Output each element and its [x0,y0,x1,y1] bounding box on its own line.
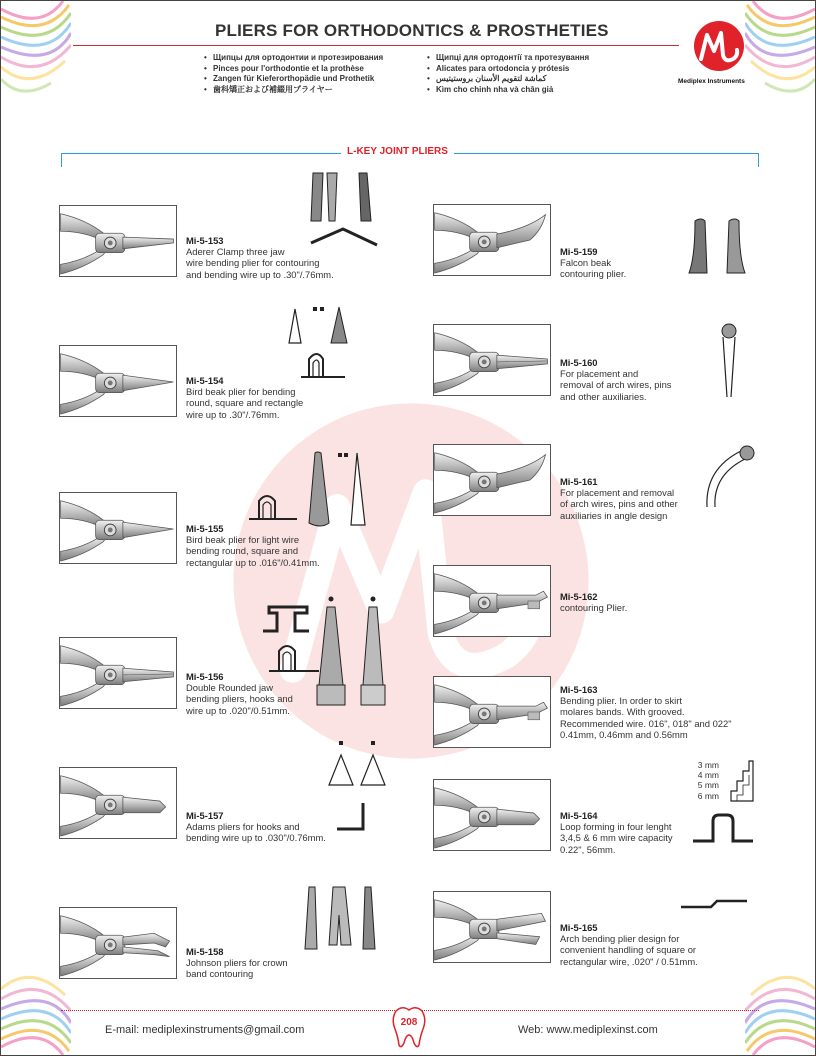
product-code: Mi-5-161 [560,476,598,487]
page-number: 208 [400,1017,418,1028]
page-title: PLIERS FOR ORTHODONTICS & PROSTHETIES [215,21,609,40]
translations-right [427,53,589,95]
translation-line: • Щипцы для ортодонтии и протезирования [204,53,384,62]
product-photo [59,907,177,979]
product-photo [433,565,551,637]
product-desc-line: contouring Plier. [560,602,628,614]
tip-diagram [691,811,757,845]
product-desc-line: rectangular up to .016"/0.41mm. [186,556,320,568]
product-entry [560,922,698,967]
product-desc-line: Bird beak plier for bending [186,386,296,398]
product-code: Mi-5-155 [186,523,224,534]
product-desc-line: Bending plier. In order to skirt [560,695,682,707]
product-photo [433,779,551,851]
product-desc-line: Double Rounded jaw [186,682,274,694]
step-label: 3 mm [697,760,719,770]
product-desc-line: wire up to .30"/.76mm. [186,408,280,420]
product-code: Mi-5-160 [560,357,598,368]
product-desc-line: bending wire up to .030"/0.76mm. [186,832,326,844]
product-entry [186,810,326,844]
step-label: 6 mm [697,790,719,801]
product-desc-line: 0.41mm, 0.46mm and 0.56mm [560,728,688,740]
product-entry [560,810,673,855]
rainbow-corner-bottom-right [745,945,815,1055]
title-underline [73,45,679,46]
product-desc-line: Loop forming in four lenght [560,821,672,833]
product-desc-line: bending round, square and [186,545,299,557]
product-photo [59,205,177,277]
tip-diagram [297,885,383,957]
product-code: Mi-5-162 [560,591,598,602]
product-desc-line: Adams pliers for hooks and [186,821,300,833]
product-photo [433,444,551,516]
product-entry [560,591,627,613]
brand-logo-icon [685,19,753,73]
translation-line: • Pinces pour l'orthodontie et la prothèse [204,63,364,73]
product-code: Mi-5-163 [560,684,598,695]
product-photo [59,492,177,564]
product-desc-line: convenient handling of square or [560,944,697,956]
step-labels [691,760,719,801]
product-code: Mi-5-156 [186,671,224,682]
translation-line: • Alicates para ortodoncia y prótesis [427,63,570,73]
product-photo [433,324,551,396]
product-code: Mi-5-153 [186,235,224,246]
product-photo [433,676,551,748]
product-desc-line: Recommended wire. 016", 018" and 022" [560,717,732,729]
tip-diagram [323,737,393,835]
translation-line: • Щипці для ортодонтії та протезування [427,53,590,62]
product-entry [560,357,672,402]
product-photo [59,345,177,417]
product-desc-line: For placement and [560,368,639,380]
product-code: Mi-5-164 [560,810,598,821]
contact-email[interactable]: E-mail: mediplexinstruments@gmail.com [105,1024,305,1036]
product-code: Mi-5-159 [560,246,598,257]
tip-diagram [713,321,743,399]
product-desc-line: band contouring [186,968,254,980]
tip-diagram [687,217,749,277]
product-photo [59,637,177,709]
product-desc-line: and other auxiliaries. [560,390,647,402]
product-photo [59,767,177,839]
brand-name: Mediplex Instruments [678,78,745,85]
product-desc-line: Arch bending plier design for [560,933,680,945]
product-entry [560,684,732,740]
tip-diagram [679,895,749,913]
product-desc-line: 3,4,5 & 6 mm wire capacity [560,832,673,844]
product-desc-line: removal of arch wires, pins [560,379,672,391]
translation-line: • Zangen für Kieferorthopädie und Prothetik [204,74,375,84]
translation-line: • Kìm cho chỉnh nha và chân giả [427,84,554,94]
product-desc-line: auxiliaries in angle design [560,509,668,521]
product-entry [560,476,678,521]
product-desc-line: Bird beak plier for light wire [186,534,300,546]
step-label: 5 mm [697,780,719,791]
product-photo [433,204,551,276]
product-desc-line: Johnson pliers for crown [186,957,288,969]
product-desc-line: For placement and removal [560,487,675,499]
section-title: L-KEY JOINT PLIERS [341,146,454,157]
tip-diagram [279,299,359,383]
contact-website[interactable]: Web: www.mediplexinst.com [518,1024,658,1036]
rainbow-corner-top-left [1,1,71,111]
product-desc-line: of arch wires, pins and other [560,498,678,510]
product-code: Mi-5-165 [560,922,598,933]
tip-diagram [245,447,377,531]
product-desc-line: Aderer Clamp three jaw [186,246,285,258]
translations-left [204,53,383,95]
step-label: 4 mm [697,770,719,781]
product-photo [433,891,551,963]
tip-diagram [259,591,399,711]
product-desc-line: rectangular wire, .020" / 0.51mm. [560,955,698,967]
translation-line: • 歯科矯正および補綴用プライヤー [204,84,333,94]
tip-diagram [701,439,759,509]
product-desc-line: Falcon beak [560,257,612,269]
product-desc-line: molares bands. With grooved. [560,706,685,718]
product-desc-line: bending pliers, hooks and [186,693,293,705]
product-desc-line: contouring plier. [560,268,627,280]
tip-diagram [301,169,385,253]
product-desc-line: wire up to .020"/0.51mm. [186,704,290,716]
product-desc-line: round, square and rectangle [186,397,304,409]
product-desc-line: and bending wire up to .30"/.76mm. [186,268,334,280]
product-desc-line: wire bending plier for contouring [186,257,320,269]
rainbow-corner-top-right [745,1,815,111]
product-entry [560,246,626,280]
product-entry [186,946,288,980]
product-code: Mi-5-158 [186,946,224,957]
product-code: Mi-5-157 [186,810,224,821]
product-desc-line: 0.22", 56mm. [560,843,616,855]
translation-line: • كماشة لتقويم الأسنان بروستيتيس [427,74,547,84]
product-code: Mi-5-154 [186,375,224,386]
